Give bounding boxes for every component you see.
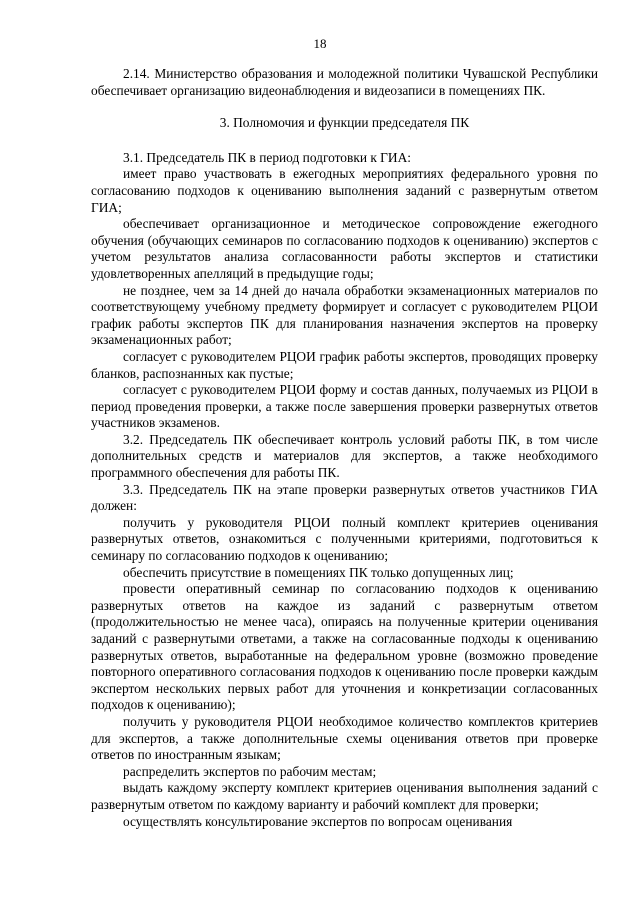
paragraph: не позднее, чем за 14 дней до начала обработки экзаменационных материалов по соответствующему учебному предмету формирует и согласует с руководителем РЦОИ график работы экспертов ПК для планирования назначения экспертов на проверку экзаменационных работ; (91, 282, 598, 348)
paragraph: согласует с руководителем РЦОИ график работы экспертов, проводящих проверку бланков, распознанных как пустые; (91, 348, 598, 381)
paragraph: имеет право участвовать в ежегодных мероприятиях федерального уровня по согласованию подходов к оцениванию выполнения заданий с развернутым ответом ГИА; (91, 166, 598, 215)
section-after-heading (91, 150, 598, 830)
paragraph: 3.3. Председатель ПК на этапе проверки развернутых ответов участников ГИА должен: (91, 481, 598, 514)
section-heading: 3. Полномочия и функции председателя ПК (219, 115, 470, 131)
paragraph: 3.1. Председатель ПК в период подготовки к ГИА: (123, 149, 411, 165)
paragraph: провести оперативный семинар по согласованию подходов к оцениванию развернутых ответов на каждое из заданий с развернутым ответом (продолжительностью не менее часа), опираясь на полученные критерии оценивания заданий с развернутыми ответами, а также на согласованные подходы к оцениванию развернутых ответов, выработанные на федеральном уровне (возможно проведение повторного оперативного согласования подходов к оцениванию после проверки каждым экспертом нескольких первых работ для уточнения и конкретизации согласованных подходов к оцениванию); (91, 581, 598, 713)
paragraph: 3.2. Председатель ПК обеспечивает контроль условий работы ПК, в том числе дополнительных средств и материалов для экспертов, а также необходимого программного обеспечения для работы ПК. (91, 431, 598, 481)
paragraph: получить у руководителя РЦОИ полный комплект критериев оценивания развернутых ответов, ознакомиться с полученными критериями, подготовиться к семинару по согласованию подходов к оцениванию; (91, 514, 598, 564)
document-body (91, 66, 598, 830)
paragraph: получить у руководителя РЦОИ необходимое количество комплектов критериев для экспертов, а также дополнительные схемы оценивания ответов при проверке ответов по иностранным языкам; (91, 713, 598, 763)
paragraph: 2.14. Министерство образования и молодежной политики Чувашской Республики обеспечивает организацию видеонаблюдения и видеозаписи в помещениях ПК. (91, 66, 598, 98)
page-number: 18 (313, 36, 327, 51)
paragraph: выдать каждому эксперту комплект критериев оценивания выполнения заданий с развернутым ответом по каждому варианту и рабочий комплект для проверки; (91, 780, 598, 812)
paragraph: обеспечить присутствие в помещениях ПК только допущенных лиц; (123, 564, 514, 580)
section-before-heading (91, 66, 598, 99)
paragraph: согласует с руководителем РЦОИ форму и состав данных, получаемых из РЦОИ в период проведения проверки, а также после завершения проверки развернутых ответов участников экзаменов. (91, 382, 598, 431)
paragraph: распределить экспертов по рабочим местам; (123, 763, 377, 779)
paragraph: осуществлять консультирование экспертов по вопросам оценивания (123, 813, 513, 829)
paragraph: обеспечивает организационное и методическое сопровождение ежегодного обучения (обучающих семинаров по согласованию подходов к оцениванию) экспертов с учетом результатов анализа согласованности работы экспертов и статистики удовлетворенных апелляций в предыдущие годы; (91, 216, 598, 281)
